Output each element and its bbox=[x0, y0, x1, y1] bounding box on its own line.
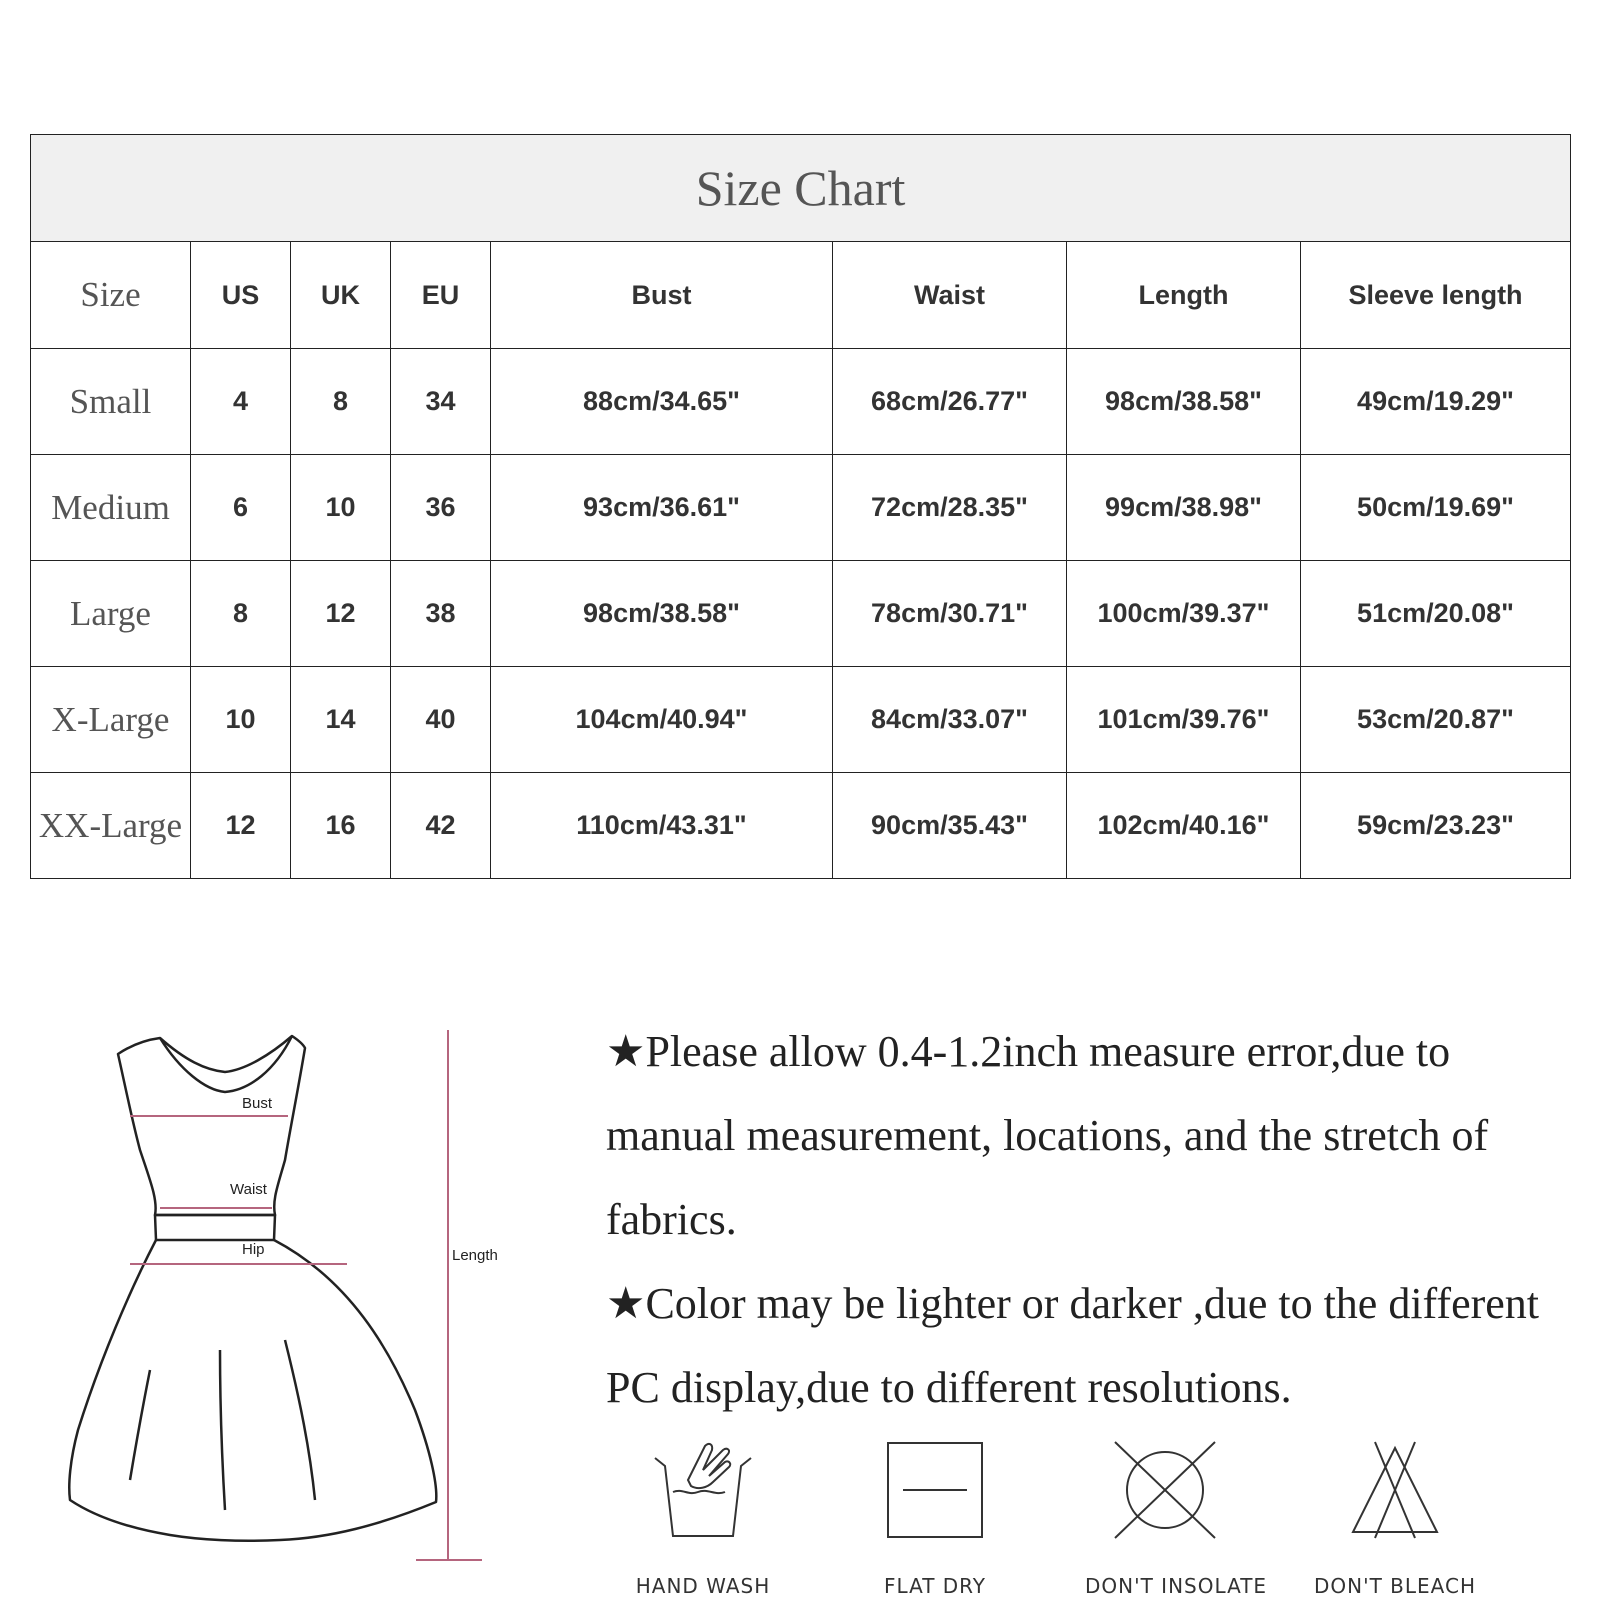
table-cell: XX-Large bbox=[31, 773, 191, 879]
column-header: Waist bbox=[833, 242, 1067, 349]
table-row bbox=[31, 455, 1571, 561]
care-notes bbox=[606, 1010, 1566, 1430]
table-cell: 4 bbox=[191, 349, 291, 455]
care-icon-label: DON'T INSOLATE bbox=[1085, 1574, 1268, 1598]
table-cell: 10 bbox=[291, 455, 391, 561]
table-row bbox=[31, 773, 1571, 879]
column-header: Bust bbox=[491, 242, 833, 349]
flat-dry-icon bbox=[885, 1440, 985, 1540]
waist-label: Waist bbox=[230, 1181, 267, 1198]
table-cell: 104cm/40.94" bbox=[491, 667, 833, 773]
dress-measurement-diagram bbox=[60, 1030, 540, 1580]
dont-bleach-icon bbox=[1345, 1440, 1445, 1540]
table-cell: 38 bbox=[391, 561, 491, 667]
table-cell: 84cm/33.07" bbox=[833, 667, 1067, 773]
table-cell: Small bbox=[31, 349, 191, 455]
measurement-lines bbox=[130, 1030, 482, 1560]
care-icon-dont-insolate bbox=[1085, 1440, 1268, 1598]
table-cell: 10 bbox=[191, 667, 291, 773]
table-cell: 59cm/23.23" bbox=[1301, 773, 1571, 879]
table-cell: 8 bbox=[291, 349, 391, 455]
table-cell: 72cm/28.35" bbox=[833, 455, 1067, 561]
table-header-row bbox=[31, 242, 1571, 349]
dont-insolate-icon bbox=[1110, 1440, 1220, 1540]
table-cell: 110cm/43.31" bbox=[491, 773, 833, 879]
table-row bbox=[31, 561, 1571, 667]
care-icon-dont-bleach bbox=[1310, 1440, 1480, 1598]
table-cell: 34 bbox=[391, 349, 491, 455]
table-row bbox=[31, 667, 1571, 773]
care-icon-hand-wash bbox=[628, 1440, 778, 1598]
table-cell: 68cm/26.77" bbox=[833, 349, 1067, 455]
table-cell: 101cm/39.76" bbox=[1067, 667, 1301, 773]
table-cell: 100cm/39.37" bbox=[1067, 561, 1301, 667]
table-row bbox=[31, 349, 1571, 455]
table-cell: 16 bbox=[291, 773, 391, 879]
table-cell: 36 bbox=[391, 455, 491, 561]
note-measure-error: ★Please allow 0.4-1.2inch measure error,due to manual measurement, locations, and the stretch of fabrics. bbox=[606, 1027, 1489, 1244]
bust-label: Bust bbox=[242, 1095, 273, 1112]
table-cell: 8 bbox=[191, 561, 291, 667]
table-cell: 12 bbox=[291, 561, 391, 667]
table-cell: 51cm/20.08" bbox=[1301, 561, 1571, 667]
table-cell: Medium bbox=[31, 455, 191, 561]
table-cell: 12 bbox=[191, 773, 291, 879]
hip-label: Hip bbox=[242, 1241, 265, 1258]
dress-outline-icon bbox=[118, 1036, 305, 1215]
table-cell: 90cm/35.43" bbox=[833, 773, 1067, 879]
column-header: UK bbox=[291, 242, 391, 349]
table-cell: 78cm/30.71" bbox=[833, 561, 1067, 667]
column-header: Length bbox=[1067, 242, 1301, 349]
table-cell: 40 bbox=[391, 667, 491, 773]
table-cell: 42 bbox=[391, 773, 491, 879]
care-icon-label: HAND WASH bbox=[635, 1574, 771, 1598]
care-icon-label: FLAT DRY bbox=[883, 1574, 987, 1598]
table-cell: 98cm/38.58" bbox=[491, 561, 833, 667]
table-cell: 98cm/38.58" bbox=[1067, 349, 1301, 455]
table-cell: 102cm/40.16" bbox=[1067, 773, 1301, 879]
table-cell: 99cm/38.98" bbox=[1067, 455, 1301, 561]
table-cell: 93cm/36.61" bbox=[491, 455, 833, 561]
table-cell: 88cm/34.65" bbox=[491, 349, 833, 455]
column-header: US bbox=[191, 242, 291, 349]
table-title: Size Chart bbox=[31, 135, 1571, 242]
note-color-variance: ★Color may be lighter or darker ,due to the different PC display,due to different resolutions. bbox=[606, 1279, 1540, 1412]
table-cell: 50cm/19.69" bbox=[1301, 455, 1571, 561]
table-cell: 49cm/19.29" bbox=[1301, 349, 1571, 455]
column-header: Size bbox=[31, 242, 191, 349]
table-cell: X-Large bbox=[31, 667, 191, 773]
table-cell: Large bbox=[31, 561, 191, 667]
table-cell: 53cm/20.87" bbox=[1301, 667, 1571, 773]
size-chart-table bbox=[30, 134, 1571, 879]
hand-wash-icon bbox=[643, 1440, 763, 1540]
table-cell: 6 bbox=[191, 455, 291, 561]
column-header: Sleeve length bbox=[1301, 242, 1571, 349]
care-icon-label: DON'T BLEACH bbox=[1313, 1574, 1476, 1598]
length-label: Length bbox=[452, 1247, 498, 1264]
column-header: EU bbox=[391, 242, 491, 349]
care-icon-flat-dry bbox=[860, 1440, 1010, 1598]
table-cell: 14 bbox=[291, 667, 391, 773]
